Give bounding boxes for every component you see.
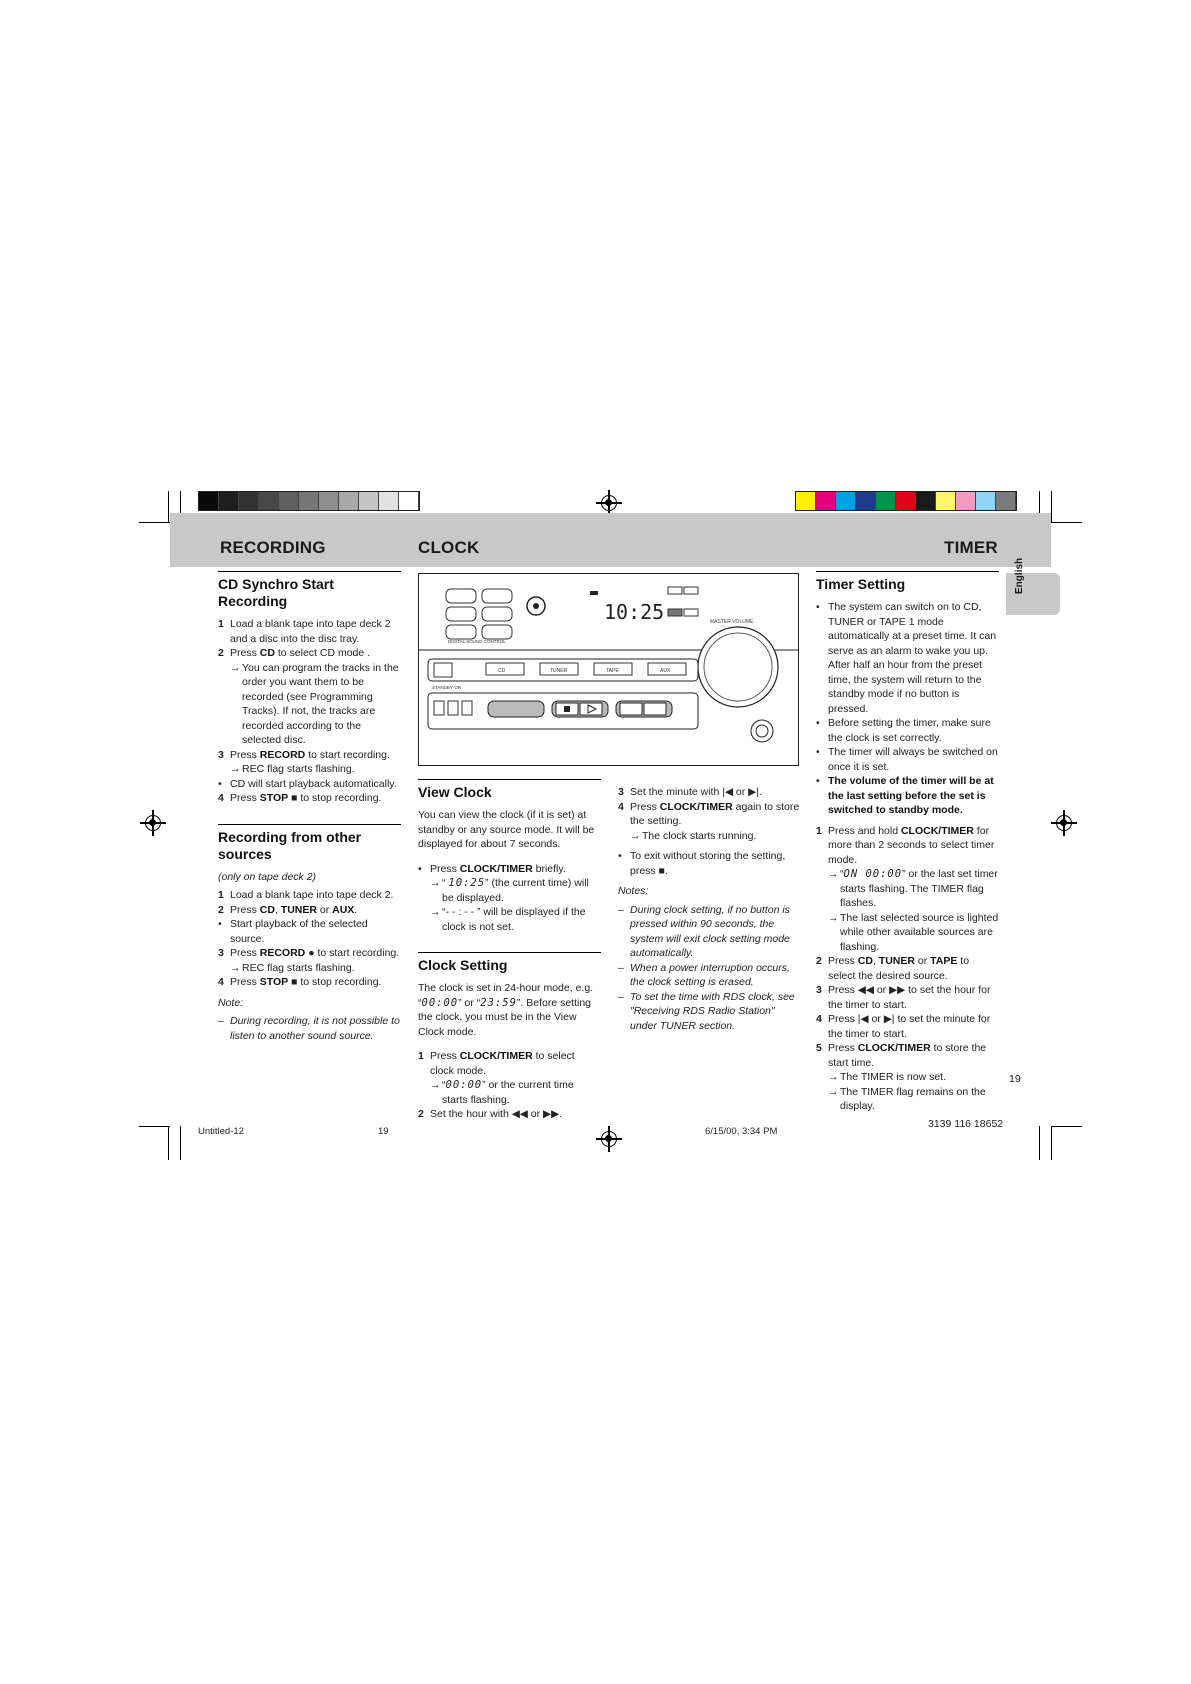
substep-text: You can program the tracks in the order you want them to be recorded (see Programming Tracks). If not, the tracks are recorded according to the selected disc. <box>242 661 399 746</box>
standby-label: STANDBY·ON <box>432 685 462 690</box>
step-text: Press ◀◀ or ▶▶ to set the hour for the timer to start. <box>828 984 991 1011</box>
text: to select the desired source. <box>828 955 970 982</box>
heading-cd-synchro: CD Synchro Start Recording <box>218 571 401 610</box>
device-front-panel-illustration <box>418 573 799 766</box>
column-recording <box>218 571 401 1043</box>
substep: → The TIMER flag remains on the display. <box>816 1085 999 1114</box>
key-label: CLOCK/TIMER <box>659 800 733 813</box>
color-swatch <box>299 492 319 510</box>
key-label: TUNER <box>878 955 915 967</box>
key-label: RECORD <box>259 748 306 761</box>
text: Press <box>230 792 260 804</box>
registration-mark-icon <box>601 495 617 511</box>
text: Press <box>828 955 858 967</box>
substep: → “00:00” or the current time starts flashing. <box>430 1079 574 1106</box>
bullet-text: Start playback of the selected source. <box>230 918 368 945</box>
substep: → REC flag starts flashing. <box>218 961 401 976</box>
color-bar <box>795 491 1017 511</box>
text: Press <box>230 903 260 916</box>
step: 1 Press and hold CLOCK/TIMER for more than 2 seconds to select timer mode. <box>816 824 995 866</box>
color-swatch <box>239 492 259 510</box>
text: ● to start recording. <box>305 947 400 959</box>
bullet: • The timer will always be switched on once it is set. <box>816 746 998 773</box>
key-label: TUNER <box>280 903 317 916</box>
color-swatch <box>956 492 976 510</box>
heading-recording-other: Recording from other sources <box>218 824 401 863</box>
key-label: CLOCK/TIMER <box>459 1050 533 1062</box>
substep: → “ON 00:00” or the last set timer starts flashing. The TIMER flag flashes. <box>828 868 998 909</box>
key-label: CLOCK/TIMER <box>900 824 974 837</box>
text: to start recording. <box>305 748 390 761</box>
bullet-text: Before setting the timer, make sure the clock is set correctly. <box>828 717 991 744</box>
note: – During clock setting, if no button is pressed within 90 seconds, the system will exit clock setting mode automatically. <box>618 903 801 961</box>
key-label: CD <box>259 647 275 659</box>
text: “ <box>840 868 844 880</box>
source-label: CD <box>498 668 506 674</box>
bullet: • Press CLOCK/TIMER briefly. <box>418 862 566 875</box>
color-swatch <box>916 492 936 510</box>
substep: → The clock starts running. <box>618 829 801 844</box>
bullet-text: To exit without storing the setting, press ■. <box>630 850 786 877</box>
step: 2 Press CD, TUNER or TAPE to select the desired source. <box>816 955 970 982</box>
text: “ <box>442 877 449 889</box>
crop-mark <box>168 491 169 522</box>
step: 2 Press CD to select CD mode . <box>218 647 371 659</box>
substep: → “ 10:25” (the current time) will be displayed. <box>430 877 589 904</box>
crop-mark <box>1051 1126 1052 1160</box>
text: Press <box>230 947 260 959</box>
note-label: Note: <box>218 996 244 1009</box>
text: Press <box>630 800 660 813</box>
note-text: To set the time with RDS clock, see "Receiving RDS Radio Station" under TUNER section. <box>630 990 795 1032</box>
registration-mark-icon <box>601 1131 617 1147</box>
color-swatch <box>359 492 379 510</box>
color-swatch <box>339 492 359 510</box>
bullet: • To exit without storing the setting, press ■. <box>618 849 801 878</box>
color-swatch <box>279 492 299 510</box>
note-text: During clock setting, if no button is pressed within 90 seconds, the system will exit clock setting mode automatically. <box>630 903 790 959</box>
step: 2 Set the hour with ◀◀ or ▶▶. <box>418 1107 601 1122</box>
lcd-text: 00:00 <box>421 996 459 1009</box>
substep: → The last selected source is lighted while other available sources are flashing. <box>828 911 999 953</box>
text: Press <box>230 647 260 659</box>
column-clock <box>418 779 601 1122</box>
lcd-display: 10:25 <box>604 600 665 624</box>
text: , <box>274 903 281 916</box>
text: or <box>914 955 931 967</box>
text: ”. Before setting the clock, you must be in the View Clock mode. <box>418 996 592 1038</box>
bullet: • The volume of the timer will be at the last setting before the set is switched to standby mode. <box>816 774 999 818</box>
footer-code: 3139 116 18652 <box>928 1118 1004 1130</box>
bullet-text: The volume of the timer will be at the last setting before the set is switched to standby mode. <box>828 775 994 816</box>
notes-label: Notes: <box>618 885 649 897</box>
color-swatch <box>379 492 399 510</box>
section-title-clock: CLOCK <box>418 538 480 557</box>
heading-timer-setting: Timer Setting <box>816 571 999 593</box>
bullet-text: CD will start playback automatically. <box>230 777 397 790</box>
subheading: (only on tape deck 2) <box>218 870 317 883</box>
bullet-text: The timer will always be switched on once it is set. <box>828 746 998 773</box>
text: Press <box>430 862 460 875</box>
substep-text: The TIMER flag remains on the display. <box>840 1085 986 1112</box>
text: to select clock mode. <box>430 1050 575 1077</box>
note: – During recording, it is not possible to listen to another sound source. <box>218 1015 400 1042</box>
key-label: CD <box>259 903 275 916</box>
color-swatch <box>816 492 836 510</box>
lcd-text: 00:00 <box>445 1079 483 1091</box>
lcd-text: 10:25 <box>448 877 486 889</box>
key-label: CLOCK/TIMER <box>857 1042 931 1054</box>
footer-date: 6/15/00, 3:34 PM <box>705 1126 778 1137</box>
substep: → The TIMER is now set. <box>816 1070 999 1085</box>
color-swatch <box>836 492 856 510</box>
color-swatch <box>976 492 996 510</box>
page-number: 19 <box>1009 1073 1021 1085</box>
bullet: • Start playback of the selected source. <box>218 917 401 946</box>
footer-filename: Untitled-12 <box>198 1126 244 1137</box>
text: to store the start time. <box>828 1042 987 1069</box>
key-label: RECORD <box>259 947 306 959</box>
substep-text: The clock starts running. <box>642 829 757 842</box>
paragraph: You can view the clock (if it is set) at standby or any source mode. It will be displayed for about 7 seconds. <box>418 809 595 850</box>
text: ■ to stop recording. <box>288 792 382 804</box>
step: 3 Set the minute with |◀ or ▶|. <box>618 785 801 800</box>
text: . <box>354 903 358 916</box>
heading-view-clock: View Clock <box>418 779 601 801</box>
note: – To set the time with RDS clock, see "Receiving RDS Radio Station" under TUNER section. <box>618 990 801 1034</box>
crop-mark <box>1039 1126 1040 1160</box>
color-swatch <box>319 492 339 510</box>
color-swatch <box>896 492 916 510</box>
step: 3 Press ◀◀ or ▶▶ to set the hour for the timer to start. <box>816 983 999 1012</box>
text: for more than 2 seconds to select timer mode. <box>828 824 995 866</box>
substep: → You can program the tracks in the order you want them to be recorded (see Programming Tracks). If not, the tracks are recorded according to the selected disc. <box>218 661 401 748</box>
key-label: TAPE <box>930 955 958 967</box>
substep-text: The last selected source is lighted while other available sources are flashing. <box>840 911 999 953</box>
text: Press and hold <box>828 824 901 837</box>
key-label: CLOCK/TIMER <box>459 862 533 875</box>
text: Press <box>230 748 260 761</box>
color-swatch <box>219 492 239 510</box>
lcd-text: 23:59 <box>480 996 517 1009</box>
key-label: STOP <box>259 976 289 988</box>
section-title-recording: RECORDING <box>220 538 326 557</box>
step: 3 Press RECORD ● to start recording. <box>218 947 400 959</box>
note-text: When a power interruption occurs, the clock setting is erased. <box>630 961 790 988</box>
crop-mark <box>1051 1126 1082 1127</box>
language-tab-label: English <box>1014 557 1025 594</box>
source-label: AUX <box>660 668 671 674</box>
play-pause-button <box>580 703 602 715</box>
step-text: Load a blank tape into tape deck 2. <box>230 889 394 901</box>
substep-text: REC flag starts flashing. <box>242 763 355 775</box>
source-label: TAPE <box>606 668 619 674</box>
text: ” or “ <box>458 996 481 1009</box>
substep: → REC flag starts flashing. <box>218 762 401 777</box>
crop-mark <box>1051 522 1082 523</box>
step: 4 Press STOP ■ to stop recording. <box>218 976 382 988</box>
bullet: • The system can switch on to CD, TUNER or TAPE 1 mode automatically at a preset time. It can serve as an alarm to wake you up. After half an hour from the preset time, the system will return to the standby mode if no button is pressed. <box>816 600 999 716</box>
step: 1 Load a blank tape into tape deck 2. <box>218 888 401 903</box>
step: 4 Press |◀ or ▶| to set the minute for the timer to start. <box>816 1012 999 1041</box>
color-swatch <box>796 492 816 510</box>
volume-label: MASTER VOLUME <box>710 619 754 625</box>
step: 2 Press CD, TUNER or AUX. <box>218 903 358 916</box>
note: – When a power interruption occurs, the clock setting is erased. <box>618 961 801 990</box>
text: ” (the current time) will be displayed. <box>442 877 589 904</box>
lcd-text: ON 00:00 <box>843 868 903 880</box>
crop-mark <box>180 1126 181 1160</box>
column-timer <box>816 571 999 1114</box>
crop-mark <box>1051 491 1052 522</box>
step: 1 Load a blank tape into tape deck 2 and a disc into the disc tray. <box>218 617 401 646</box>
step: 4 Press STOP ■ to stop recording. <box>218 792 382 804</box>
text: again to store the setting. <box>630 800 800 827</box>
language-tab <box>1006 557 1060 615</box>
registration-mark-icon <box>1056 815 1072 831</box>
text: or <box>316 903 333 916</box>
key-label: AUX <box>332 903 355 916</box>
grayscale-bar <box>198 491 420 511</box>
step: 4 Press CLOCK/TIMER again to store the setting. <box>618 800 800 827</box>
step-text: Load a blank tape into tape deck 2 and a disc into the disc tray. <box>230 618 391 645</box>
color-swatch <box>856 492 876 510</box>
bullet: • CD will start playback automatically. <box>218 777 401 792</box>
crop-mark <box>139 522 170 523</box>
crop-mark <box>139 1126 170 1127</box>
text: Press <box>828 1042 858 1054</box>
substep-text: The TIMER is now set. <box>840 1071 947 1083</box>
color-swatch <box>259 492 279 510</box>
key-label: CD <box>857 955 873 967</box>
text: ” or the last set timer starts flashing. The TIMER flag flashes. <box>840 868 998 909</box>
next-button <box>644 703 666 715</box>
text: The clock is set in 24-hour mode, e.g. “ <box>418 982 594 1009</box>
note-text: During recording, it is not possible to listen to another sound source. <box>230 1015 400 1042</box>
text: briefly. <box>532 862 566 875</box>
color-swatch <box>876 492 896 510</box>
text: , <box>872 955 879 967</box>
registration-mark-icon <box>145 815 161 831</box>
key-label: STOP <box>259 792 289 804</box>
step: 3 Press RECORD to start recording. <box>218 748 390 761</box>
substep-text: REC flag starts flashing. <box>242 961 355 974</box>
color-swatch <box>399 492 419 510</box>
column-clock-continued <box>618 785 801 1033</box>
text: to select CD mode . <box>274 647 371 659</box>
footer-page: 19 <box>378 1126 389 1137</box>
prev-button <box>620 703 642 715</box>
color-swatch <box>936 492 956 510</box>
substep-text: “- - : - - ” will be displayed if the clock is not set. <box>442 906 586 933</box>
text: “ <box>442 1079 446 1091</box>
step-text: Press |◀ or ▶| to set the minute for the timer to start. <box>828 1013 991 1040</box>
step-text: Set the minute with |◀ or ▶|. <box>630 786 762 798</box>
text: Press <box>430 1050 460 1062</box>
text: ■ to stop recording. <box>288 976 382 988</box>
standby-button <box>434 663 452 677</box>
heading-clock-setting: Clock Setting <box>418 952 601 974</box>
step: 1 Press CLOCK/TIMER to select clock mode. <box>418 1050 575 1077</box>
source-label: TUNER <box>550 668 568 674</box>
text: ” or the current time starts flashing. <box>442 1079 574 1106</box>
dsc-label: DIGITAL SOUND CONTROL <box>448 639 506 644</box>
color-swatch <box>199 492 219 510</box>
step-text: Set the hour with ◀◀ or ▶▶. <box>430 1108 563 1120</box>
substep: → “- - : - - ” will be displayed if the clock is not set. <box>418 905 601 934</box>
text: Press <box>230 976 260 988</box>
color-swatch <box>996 492 1016 510</box>
step: 5 Press CLOCK/TIMER to store the start time. <box>816 1042 987 1069</box>
section-title-timer: TIMER <box>944 538 998 557</box>
crop-mark <box>168 1126 169 1160</box>
bullet: • Before setting the timer, make sure the clock is set correctly. <box>816 716 999 745</box>
bullet-text: The system can switch on to CD, TUNER or TAPE 1 mode automatically at a preset time. It can serve as an alarm to wake you up. After half an hour from the preset time, the system will return to the standby mode if no button is pressed. <box>828 601 997 715</box>
